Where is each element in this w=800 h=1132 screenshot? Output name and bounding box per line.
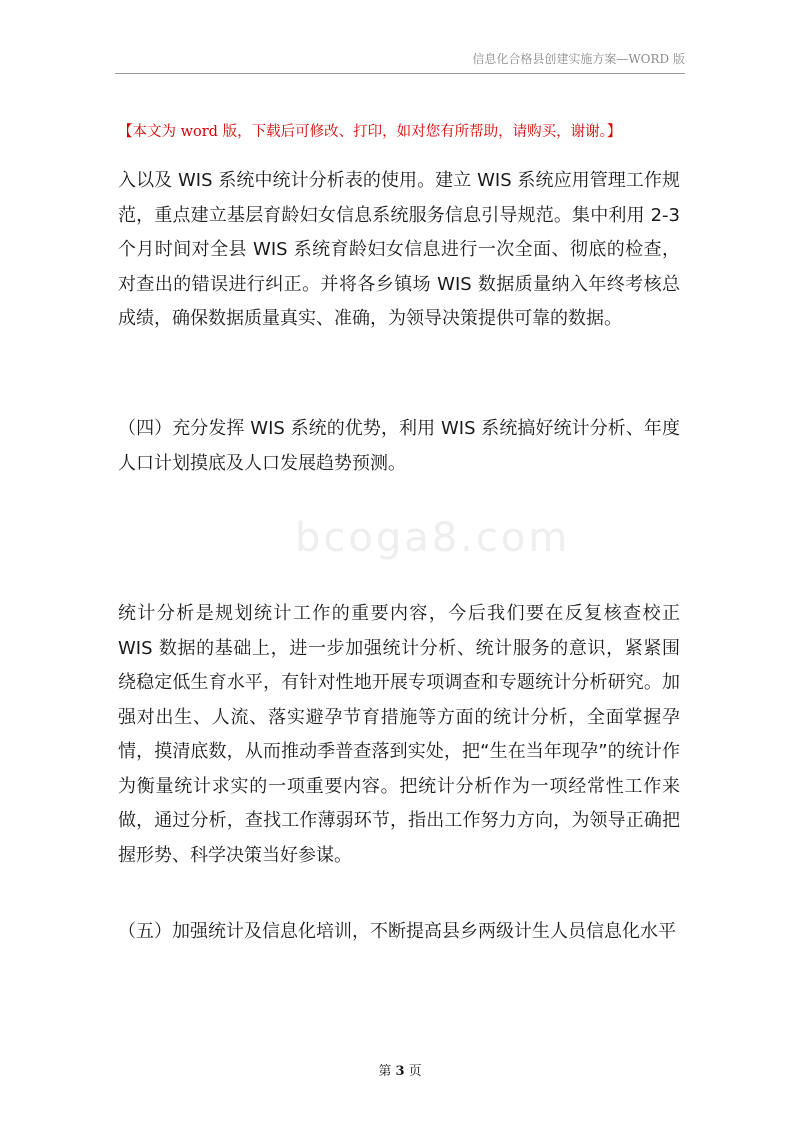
- footer-prefix: 第: [378, 1064, 392, 1079]
- watermark: bcoga8.com: [295, 515, 571, 561]
- footer-suffix: 页: [408, 1064, 422, 1079]
- page-number: 3: [395, 1064, 405, 1079]
- download-notice: 【本文为 word 版，下载后可修改、打印，如对您有所帮助，请购买，谢谢。】: [118, 124, 622, 140]
- page-header: [115, 50, 685, 74]
- header-title: 信息化合格县创建实施方案—WORD 版: [472, 52, 685, 66]
- paragraph-statistical-analysis: 统计分析是规划统计工作的重要内容，今后我们要在反复核查校正 WIS 数据的基础上，进一步加强统计分析、统计服务的意识，紧紧围绕稳定低生育水平，有针对性地开展专项调查和专题统计分析研究。加强对出生、人流、落实避孕节育措施等方面的统计分析，全面掌握孕情，摸清底数，从而推动季普查落到实处，把“生在当年现孕”的统计作为衡量统计求实的一项重要内容。把统计分析作为一项经常性工作来做，通过分析，查找工作薄弱环节，指出工作努力方向，为领导正确把握形势、科学决策当好参谋。: [118, 603, 680, 866]
- section-heading-four: （四）充分发挥 WIS 系统的优势，利用 WIS 系统搞好统计分析、年度人口计划摸底及人口发展趋势预测。: [118, 418, 680, 474]
- page-footer: [0, 1060, 800, 1079]
- paragraph-wis-data-quality: 入以及 WIS 系统中统计分析表的使用。建立 WIS 系统应用管理工作规范，重点建立基层育龄妇女信息系统服务信息引导规范。集中利用 2-3 个月时间对全县 WIS 系统育龄妇女信息进行一次全面、彻底的检查，对查出的错误进行纠正。并将各乡镇场 WIS 数据质量纳入年终考核总成绩，确保数据质量真实、准确，为领导决策提供可靠的数据。: [118, 170, 680, 329]
- section-heading-five: （五）加强统计及信息化培训，不断提高县乡两级计生人员信息化水平: [118, 921, 676, 942]
